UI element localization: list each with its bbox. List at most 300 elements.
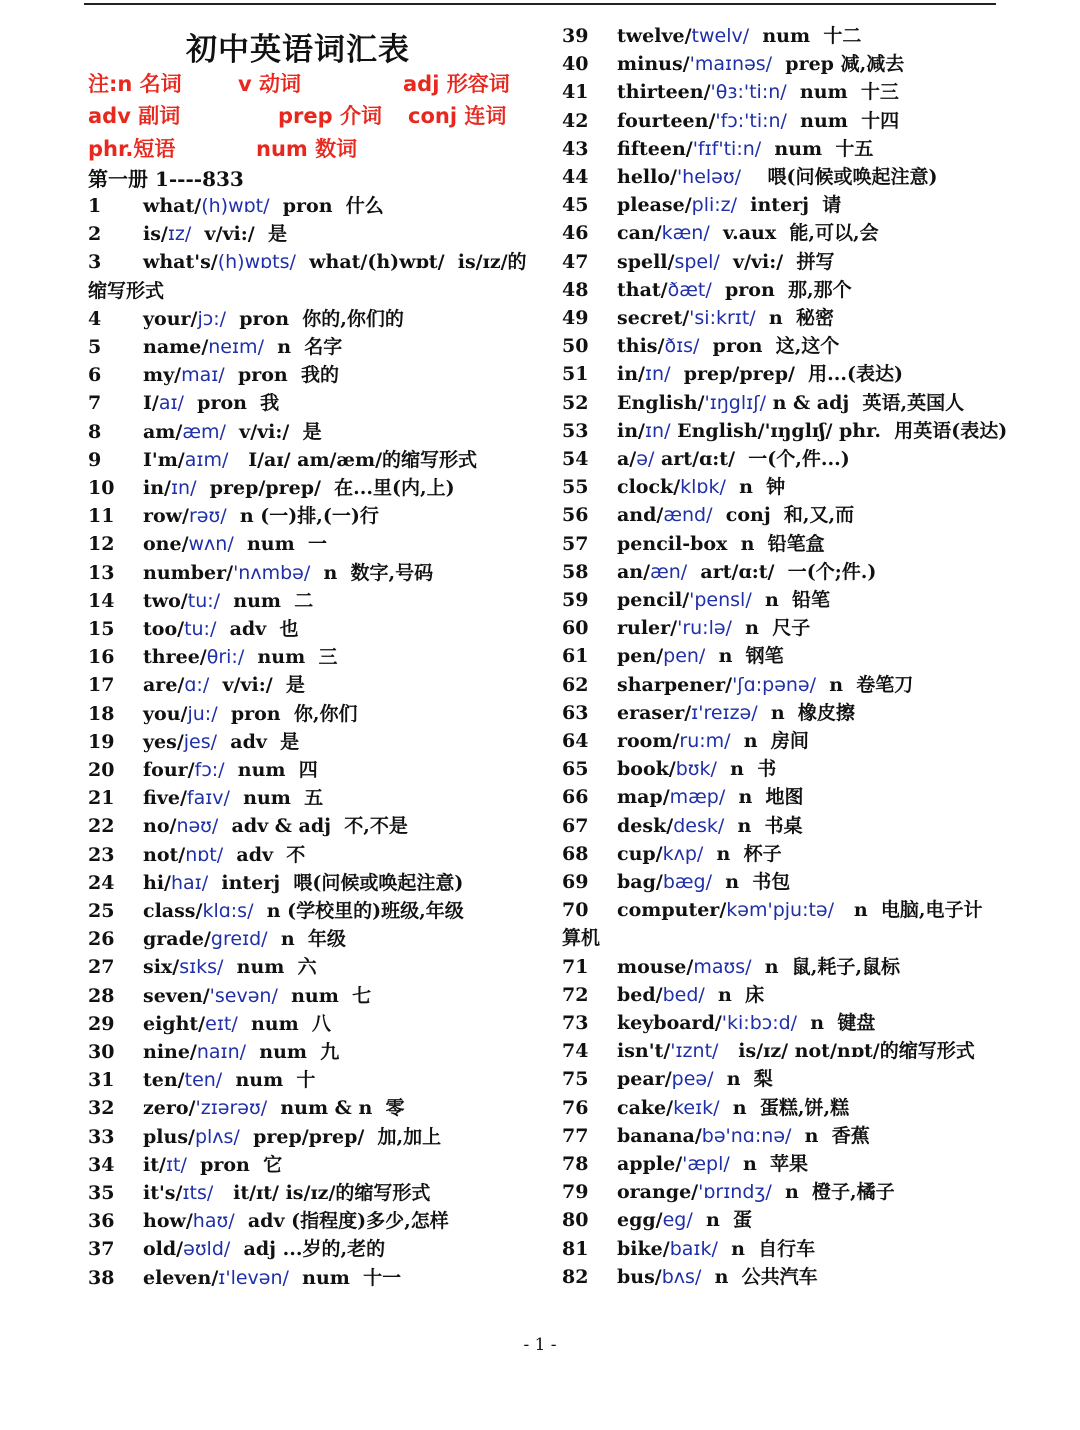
entry-phonetic: 'ɪznt/: [670, 1040, 719, 1063]
entry-number: 73: [562, 1012, 589, 1034]
entry-phonetic: 'ɪŋglɪʃ/: [704, 391, 766, 414]
entry-number: 77: [562, 1124, 589, 1147]
entry-text: [143, 1094, 405, 1122]
entry-text: [617, 1009, 875, 1037]
entry-word: yes/: [143, 730, 184, 753]
entry-definition: num 十二: [749, 25, 862, 47]
entry-number: 38: [88, 1266, 115, 1289]
entry-phonetic: ɪt/: [165, 1153, 187, 1176]
entry-text: [617, 22, 861, 50]
entry-text: [617, 981, 764, 1009]
vocab-entry: [562, 783, 1042, 811]
entry-definition: adj ...岁的,老的: [230, 1238, 386, 1261]
entry-phonetic: 'pensl/: [689, 589, 752, 611]
entry-word: pear/: [617, 1068, 672, 1091]
vocab-entry: [88, 1207, 568, 1235]
entry-definition: num 十五: [761, 137, 874, 160]
entry-word: keyboard/: [617, 1012, 722, 1034]
entry-definition: v/vi:/ 是: [191, 223, 287, 246]
entry-text: [617, 812, 803, 840]
entry-definition: pron 那,那个: [711, 278, 852, 301]
vocab-entry: [562, 389, 1042, 417]
entry-text: [617, 840, 782, 868]
entry-phonetic: ɪn/: [170, 477, 197, 499]
entry-definition: n 卷笔刀: [816, 673, 914, 696]
entry-phonetic: twelv/: [691, 25, 750, 47]
entry-word: ruler/: [617, 617, 678, 640]
entry-word: spell/: [617, 250, 675, 273]
entry-definition: num 十一: [288, 1266, 402, 1289]
entry-word: bag/: [617, 871, 663, 893]
vocab-entry: [88, 446, 568, 474]
entry-text: [143, 1038, 339, 1066]
entry-phonetic: 'ru:lə/: [677, 617, 732, 640]
vocab-entry: [562, 78, 1042, 106]
entry-phonetic: 'sevən/: [209, 984, 278, 1007]
entry-number: 28: [88, 984, 115, 1007]
entry-phonetic: bed/: [662, 983, 705, 1006]
entry-word: minus/: [617, 53, 690, 76]
entry-number: 67: [562, 814, 589, 837]
entry-text: [617, 219, 879, 247]
entry-text: [143, 671, 305, 699]
entry-word: in/: [617, 419, 645, 442]
entry-definition: n 香蕉: [791, 1124, 870, 1147]
entry-phonetic: 'ɒrɪndʒ/: [698, 1181, 772, 1204]
entry-number: 78: [562, 1153, 589, 1175]
entry-definition: v/vi:/ 拼写: [719, 250, 835, 273]
entry-text: [617, 1235, 815, 1263]
vocab-entry: [88, 1123, 568, 1151]
entry-number: 4: [88, 307, 102, 330]
vocab-entry: [88, 897, 568, 925]
entry-text: [617, 389, 964, 417]
entry-text: [143, 925, 346, 953]
entry-definition: n 钟: [725, 476, 786, 499]
entry-text: [617, 642, 784, 670]
entry-definition: num 九: [246, 1041, 340, 1063]
entry-phonetic: 'ʃɑ:pənə/: [732, 673, 817, 696]
vocab-entry: [88, 248, 568, 276]
entry-text: [143, 869, 463, 897]
entry-definition: pron 它: [186, 1153, 283, 1176]
entry-phonetic: kəm'pju:tə/: [726, 899, 835, 922]
entry-word: and/: [617, 504, 664, 527]
entry-definition: prep 减,减去: [772, 53, 905, 76]
vocab-entry: [88, 1151, 568, 1179]
entry-phonetic: keɪk/: [673, 1096, 720, 1119]
entry-number: 79: [562, 1181, 589, 1204]
legend-n: 注:n 名词: [88, 72, 182, 96]
entry-definition: n 尺子: [731, 617, 811, 640]
entry-definition: n 橙子,橘子: [771, 1181, 895, 1204]
entry-word: plus/: [143, 1125, 195, 1148]
entry-phonetic: ɪn/: [644, 419, 671, 442]
entry-text: [617, 868, 790, 896]
entry-number: 16: [88, 646, 115, 669]
entry-word: fifteen/: [617, 137, 693, 160]
top-rule: [84, 3, 996, 5]
entry-word: desk/: [617, 814, 674, 837]
vocab-entry: [88, 925, 568, 953]
vocab-entry: [88, 784, 568, 812]
entry-phonetic: kʌp/: [662, 842, 704, 865]
entry-text: [617, 1178, 895, 1206]
entry-phonetic: plʌs/: [194, 1125, 240, 1148]
entry-number: 23: [88, 843, 115, 866]
entry-number: 66: [562, 786, 589, 809]
entry-phonetic: aɪ/: [158, 392, 184, 415]
entry-word: I/: [143, 392, 159, 415]
entry-definition: num 三: [244, 646, 338, 669]
entry-text: [143, 305, 404, 333]
entry-word: name/: [143, 336, 209, 358]
entry-number: 55: [562, 476, 589, 499]
entry-phonetic: 'θɜ:'ti:n/: [710, 81, 787, 104]
vocab-entry: [88, 1010, 568, 1038]
entry-word: class/: [143, 900, 203, 922]
entry-number: 41: [562, 81, 589, 104]
entry-text: [617, 783, 804, 811]
entry-text: [143, 643, 337, 671]
entry-number: 20: [88, 759, 115, 781]
legend-num: num 数词: [256, 137, 358, 161]
entry-definition: art/ɑ:t/ 一(个,件...): [654, 448, 850, 470]
entry-definition: num 八: [237, 1012, 331, 1035]
entry-word: are/: [143, 674, 185, 697]
vocab-entry: [562, 1037, 1042, 1065]
entry-word: sharpener/: [617, 673, 733, 696]
vocab-entry: [88, 361, 568, 389]
entry-phonetic: eɪt/: [205, 1012, 238, 1035]
entry-word: cake/: [617, 1096, 674, 1119]
vocab-entry: [562, 248, 1042, 276]
entry-definition: n 床: [704, 983, 765, 1006]
entry-text: [143, 1179, 430, 1207]
vocab-entry: [562, 671, 1042, 699]
entry-phonetic: 'si:krɪt/: [689, 307, 756, 329]
entry-word: in/: [143, 477, 171, 499]
entry-number: 36: [88, 1210, 115, 1233]
entry-text: [143, 1151, 282, 1179]
entry-word: egg/: [617, 1209, 663, 1232]
entry-number: 62: [562, 673, 589, 696]
vocab-entry: [562, 530, 1042, 558]
entry-number: 60: [562, 617, 589, 640]
entry-text: [143, 841, 305, 869]
vocab-entry: [562, 699, 1042, 727]
entry-word: pen/: [617, 645, 664, 668]
entry-definition: num 十三: [786, 81, 899, 104]
entry-number: 82: [562, 1265, 589, 1288]
entry-number: 43: [562, 137, 589, 160]
entry-number: 48: [562, 278, 589, 301]
entry-phonetic: klɑ:s/: [202, 900, 254, 922]
vocab-entry: [88, 728, 568, 756]
entry-number: 15: [88, 618, 115, 640]
entry-definition: n 电脑,电子计: [834, 899, 983, 922]
entry-definition: adv 是: [217, 730, 300, 753]
entry-phonetic: 'nʌmbə/: [233, 561, 311, 584]
vocab-entry: [562, 755, 1042, 783]
entry-text: [617, 332, 839, 360]
entry-number: 75: [562, 1068, 589, 1091]
vocab-entry: [88, 982, 568, 1010]
entry-word: orange/: [617, 1181, 699, 1204]
entry-text: [617, 50, 904, 78]
entry-continuation: 缩写形式: [88, 279, 165, 302]
entry-phonetic: ðɪs/: [664, 335, 700, 358]
entry-text: [617, 163, 937, 191]
entry-text: [143, 615, 298, 643]
entry-phonetic: baɪk/: [669, 1237, 718, 1260]
entry-phonetic: jes/: [183, 730, 218, 753]
entry-word: bike/: [617, 1237, 670, 1260]
entry-phonetic: ru:m/: [679, 730, 731, 752]
entry-phonetic: ten/: [184, 1069, 223, 1092]
entry-phonetic: sɪks/: [179, 956, 224, 979]
entry-text: [143, 1123, 441, 1151]
entry-phonetic: nɒt/: [185, 843, 224, 866]
entry-phonetic: peə/: [671, 1068, 714, 1091]
entry-phonetic: eg/: [662, 1209, 693, 1232]
entry-number: 44: [562, 166, 589, 188]
entry-word: ten/: [143, 1069, 185, 1092]
entry-number: 49: [562, 307, 589, 329]
vocab-entry: [88, 389, 568, 417]
entry-definition: n 铅笔盒: [727, 532, 825, 555]
entry-number: 35: [88, 1182, 115, 1204]
entry-word: eleven/: [143, 1266, 219, 1289]
entry-definition: pron 我: [183, 392, 280, 415]
entry-text: [617, 727, 809, 755]
entry-definition: pron 什么: [269, 195, 384, 217]
entry-text: [617, 276, 852, 304]
entry-number: 19: [88, 730, 115, 753]
vocab-entry: [562, 614, 1042, 642]
vocab-entry: [88, 220, 568, 248]
entry-text: [617, 78, 899, 106]
entry-text: [617, 1150, 808, 1178]
entry-text: [143, 982, 371, 1010]
entry-text: [617, 896, 983, 924]
entry-definition: adv (指程度)多少,怎样: [234, 1210, 449, 1233]
entry-text: [617, 1037, 975, 1065]
entry-definition: adv 不: [223, 843, 306, 866]
entry-text: [143, 812, 408, 840]
entry-text: [143, 1235, 385, 1263]
entry-number: 29: [88, 1012, 115, 1035]
entry-number: 76: [562, 1096, 589, 1119]
legend-phr: phr.短语: [88, 137, 176, 161]
entry-text: [617, 1263, 818, 1291]
entry-number: 45: [562, 194, 589, 217]
vocab-entry: [88, 756, 568, 784]
vocab-entry: [88, 615, 568, 643]
entry-definition: n 钢笔: [705, 645, 784, 668]
entry-text: [143, 389, 279, 417]
entry-phonetic: 'æpl/: [682, 1153, 730, 1175]
entry-phonetic: ænd/: [663, 504, 713, 527]
entry-number: 2: [88, 223, 102, 246]
entry-text: [143, 333, 342, 361]
entry-number: 25: [88, 900, 115, 922]
entry-definition: v.aux 能,可以,会: [709, 222, 879, 245]
entry-phonetic: naɪn/: [196, 1041, 247, 1063]
entry-phonetic: maɪ/: [181, 364, 225, 387]
entry-phonetic: pli:z/: [691, 194, 738, 217]
vocab-entry: [562, 840, 1042, 868]
entry-number: 42: [562, 109, 589, 132]
entry-phonetic: ə/: [636, 448, 655, 470]
entry-word: six/: [143, 956, 180, 979]
entry-word: no/: [143, 815, 177, 838]
vocab-entry: [562, 417, 1042, 445]
entry-word: hi/: [143, 871, 171, 894]
entry-word: pencil-box: [617, 532, 728, 555]
entry-definition: n 蛋: [692, 1209, 753, 1232]
entry-phonetic: bʌs/: [661, 1265, 702, 1288]
vocab-entry: [88, 418, 568, 446]
entry-text: [143, 953, 317, 981]
section-heading: 第一册 1----833: [88, 167, 244, 191]
entry-text: [617, 614, 810, 642]
entry-word: three/: [143, 646, 207, 669]
entry-number: 54: [562, 448, 589, 470]
vocab-entry: [562, 22, 1042, 50]
entry-phonetic: əʊld/: [183, 1238, 231, 1261]
entry-definition: n 梨: [713, 1068, 773, 1091]
entry-phonetic: greɪd/: [210, 928, 268, 951]
entry-word: computer/: [617, 899, 727, 922]
entry-text: [617, 953, 900, 981]
entry-definition: n 橡皮擦: [757, 701, 855, 724]
vocab-entry: [562, 981, 1042, 1009]
entry-definition: num 十四: [786, 109, 900, 132]
entry-phonetic: neɪm/: [208, 336, 264, 358]
vocab-entry: [562, 107, 1042, 135]
entry-word: too/: [143, 618, 185, 640]
entry-word: book/: [617, 758, 676, 781]
entry-number: 74: [562, 1040, 589, 1063]
entry-text: [617, 248, 834, 276]
entry-number: 56: [562, 504, 589, 527]
entry-text: [617, 191, 841, 219]
page-title: 初中英语词汇表: [186, 32, 410, 68]
entry-number: 18: [88, 702, 115, 725]
entry-number: 70: [562, 899, 589, 922]
entry-text: [143, 897, 464, 925]
vocab-entry: [562, 586, 1042, 614]
entry-text: [143, 1264, 401, 1292]
entry-definition: pron 这,这个: [699, 335, 840, 358]
entry-phonetic: wʌn/: [188, 533, 234, 556]
entry-definition: n (一)排,(一)行: [226, 505, 379, 528]
entry-phonetic: ðæt/: [667, 278, 712, 301]
entry-word: is/: [143, 223, 168, 246]
entry-definition: n 书包: [712, 871, 791, 893]
entry-definition: conj 和,又,而: [712, 504, 855, 527]
entry-text: [143, 728, 299, 756]
entry-phonetic: ɪ'reɪzə/: [691, 701, 758, 724]
entry-word: map/: [617, 786, 670, 809]
entry-phonetic: maʊs/: [693, 955, 752, 978]
entry-phonetic: nəʊ/: [176, 815, 219, 838]
entry-word: four/: [143, 759, 195, 781]
entry-phonetic: (h)wɒt/: [201, 195, 270, 217]
entry-number: 7: [88, 392, 102, 415]
entry-definition: art/ɑ:t/ 一(个;件.): [687, 560, 877, 583]
entry-text: [617, 699, 855, 727]
entry-phonetic: ɪts/: [182, 1182, 214, 1204]
entry-number: 46: [562, 222, 589, 245]
entry-number: 65: [562, 758, 589, 781]
entry-definition: n 书: [716, 758, 777, 781]
vocab-entry: [562, 50, 1042, 78]
vocab-entry: [562, 1009, 1042, 1037]
entry-phonetic: ɪz/: [167, 223, 192, 246]
legend-v: v 动词: [238, 72, 302, 96]
entry-definition: n 蛋糕,饼,糕: [719, 1096, 850, 1119]
entry-number: 72: [562, 983, 589, 1006]
entry-word: bed/: [617, 983, 663, 1006]
entry-phonetic: 'maɪnəs/: [689, 53, 773, 76]
entry-number: 63: [562, 701, 589, 724]
entry-word: am/: [143, 420, 183, 443]
legend-prep: prep 介词: [278, 104, 382, 128]
entry-number: 13: [88, 561, 115, 584]
vocab-entry: [562, 1235, 1042, 1263]
entry-definition: n 秘密: [755, 307, 834, 329]
vocab-entry: [88, 1179, 568, 1207]
entry-text: [143, 248, 527, 276]
entry-text: [617, 558, 876, 586]
vocab-entry: [562, 727, 1042, 755]
entry-word: old/: [143, 1238, 184, 1261]
entry-number: 26: [88, 928, 115, 951]
vocab-entry: [562, 304, 1042, 332]
entry-definition: v/vi:/ 是: [225, 420, 322, 443]
entry-definition: n 房间: [730, 730, 809, 752]
vocab-entry: [562, 163, 1042, 191]
entry-text: [617, 530, 825, 558]
entry-number: 32: [88, 1097, 115, 1120]
entry-number: 71: [562, 955, 589, 978]
entry-phonetic: æm/: [182, 420, 226, 443]
vocab-entry: [88, 1066, 568, 1094]
entry-definition: n 键盘: [797, 1012, 876, 1034]
entry-continuation: 算机: [562, 927, 601, 950]
entry-phonetic: ɑ:/: [184, 674, 210, 697]
entry-number: 64: [562, 730, 589, 752]
entry-phonetic: bæg/: [662, 871, 713, 893]
entry-word: thirteen/: [617, 81, 711, 104]
entry-number: 22: [88, 815, 115, 838]
entry-definition: n 公共汽车: [701, 1265, 818, 1288]
entry-number: 6: [88, 364, 102, 387]
vocab-entry: [88, 559, 568, 587]
vocab-entry: [88, 812, 568, 840]
legend-conj: conj 连词: [408, 104, 507, 128]
entry-number: 58: [562, 560, 589, 583]
entry-number: 61: [562, 645, 589, 668]
entry-definition: interj 请: [737, 194, 842, 217]
entry-number: 69: [562, 871, 589, 893]
entry-text: [617, 755, 776, 783]
entry-number: 14: [88, 589, 115, 612]
entry-definition: n 鼠,耗子,鼠标: [751, 955, 901, 978]
entry-word: please/: [617, 194, 692, 217]
